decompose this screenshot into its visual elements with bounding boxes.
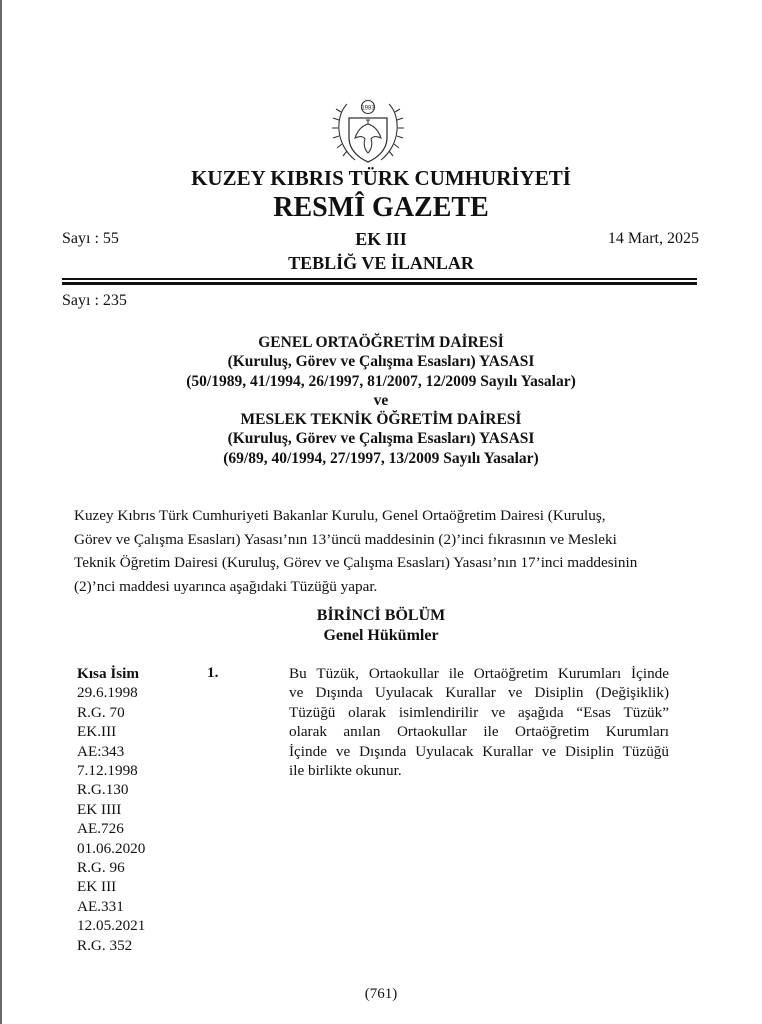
- margin-ref: AE.331: [77, 897, 124, 915]
- article-line: ile birlikte okunur.: [289, 762, 402, 780]
- margin-ref: R.G. 352: [77, 936, 133, 954]
- margin-ref: 7.12.1998: [77, 762, 138, 780]
- notice-heading: [0, 333, 762, 468]
- article-line: Tüzüğü olarak isimlendirilir ve aşağıda “Esas Tüzük”: [289, 703, 669, 721]
- part-subtitle: Genel Hükümler: [323, 627, 439, 644]
- margin-ref: R.G.130: [77, 781, 129, 799]
- heading-line: (69/89, 40/1994, 27/1997, 13/2009 Sayılı Yasalar): [223, 449, 539, 467]
- notice-number: Sayı : 235: [62, 292, 127, 309]
- scan-left-edge: [0, 0, 2, 1024]
- margin-ref: EK III: [77, 878, 117, 896]
- supplement-label: EK III: [355, 229, 407, 249]
- page-number: (761): [364, 986, 398, 1002]
- margin-ref: EK.III: [77, 723, 117, 741]
- article-margin-notes: [77, 664, 145, 955]
- preamble-line: Kuzey Kıbrıs Türk Cumhuriyeti Bakanlar Kurulu, Genel Ortaöğretim Dairesi (Kuruluş,: [74, 507, 606, 524]
- gazette-title: RESMÎ GAZETE: [273, 192, 489, 223]
- kktc-state-emblem-icon: [325, 86, 411, 172]
- masthead-rule-top: [62, 278, 697, 280]
- section-title: TEBLİĞ VE İLANLAR: [288, 253, 474, 273]
- svg-text:1983: 1983: [361, 105, 375, 112]
- article-text: [289, 664, 669, 780]
- preamble: [74, 504, 699, 598]
- margin-ref: AE:343: [77, 742, 125, 760]
- heading-line: MESLEK TEKNİK ÖĞRETİM DAİRESİ: [240, 411, 522, 429]
- margin-ref: 12.05.2021: [77, 917, 146, 935]
- article-number: 1.: [207, 664, 219, 681]
- heading-line: (Kuruluş, Görev ve Çalışma Esasları) YASASI: [227, 430, 535, 448]
- article-line: olarak anılan Ortaokullar ile Ortaöğretim Kurumları: [289, 723, 669, 741]
- article-line: İçinde ve Dışında Uyulacak Kurallar ve Disiplin Tüzüğü: [289, 742, 669, 760]
- margin-ref: 29.6.1998: [77, 684, 138, 702]
- margin-ref: 01.06.2020: [77, 839, 146, 857]
- heading-line: (50/1989, 41/1994, 26/1997, 81/2007, 12/2009 Sayılı Yasalar): [186, 372, 576, 390]
- heading-line: ve: [373, 391, 389, 409]
- margin-ref: EK IIII: [77, 800, 122, 818]
- margin-ref: R.G. 96: [77, 859, 125, 877]
- margin-title: Kısa İsim: [77, 665, 140, 682]
- margin-ref: AE.726: [77, 820, 124, 838]
- masthead-rule-bottom: [62, 282, 697, 285]
- preamble-line: (2)’nci maddesi uyarınca aşağıdaki Tüzüğü yapar.: [74, 577, 378, 595]
- heading-line: GENEL ORTAÖĞRETİM DAİRESİ: [258, 334, 504, 351]
- article-line: Bu Tüzük, Ortaokullar ile Ortaöğretim Kurumları İçinde: [289, 665, 669, 682]
- margin-ref: R.G. 70: [77, 703, 125, 721]
- issue-number: Sayı : 55: [62, 230, 119, 247]
- issue-date: 14 Mart, 2025: [607, 230, 699, 247]
- country-name: KUZEY KIBRIS TÜRK CUMHURİYETİ: [191, 166, 571, 190]
- preamble-line: Teknik Öğretim Dairesi (Kuruluş, Görev ve Çalışma Esasları) Yasası’nın 17’inci maddesinin: [74, 554, 638, 571]
- part-title: BİRİNCİ BÖLÜM: [316, 607, 446, 624]
- article-line: ve Dışında Uyulacak Kurallar ve Disiplin (Değişiklik): [289, 684, 669, 702]
- preamble-line: Görev ve Çalışma Esasları) Yasası’nın 13’üncü maddesinin (2)’inci fıkrasının ve Mesleki: [74, 530, 617, 548]
- heading-line: (Kuruluş, Görev ve Çalışma Esasları) YASASI: [227, 353, 535, 371]
